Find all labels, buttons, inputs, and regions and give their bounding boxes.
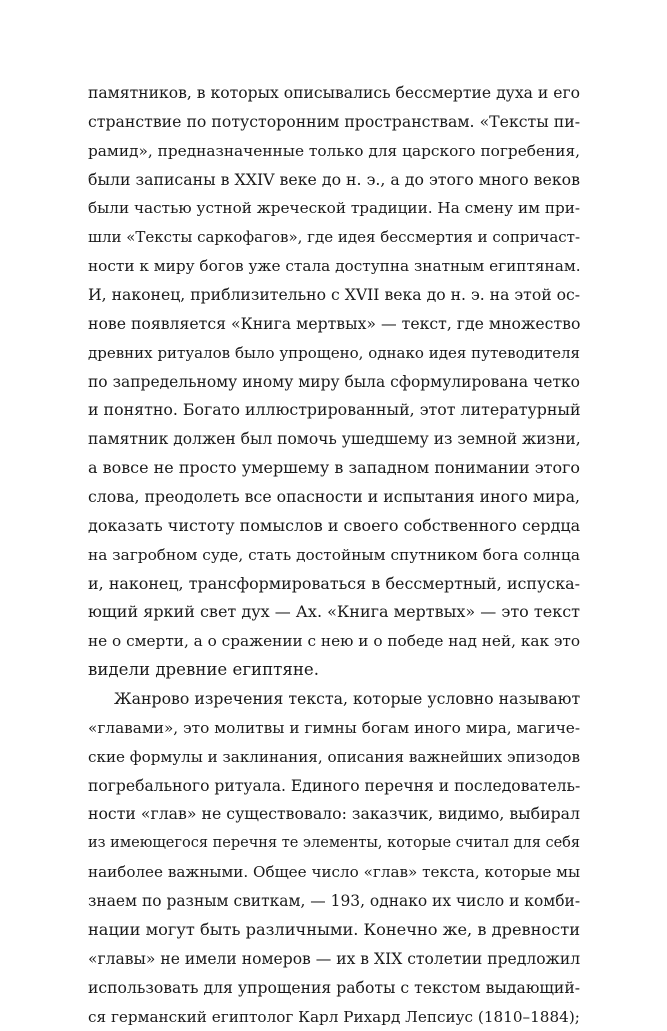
body-text [88, 79, 580, 1031]
text-line: И, наконец, приблизительно с XVII века до н. э. на этой ос- [88, 281, 580, 310]
text-line: ся германский египтолог Карл Рихард Лепсиус (1810–1884); [88, 1003, 580, 1031]
text-line: знаем по разным свиткам, — 193, однако их число и комби- [88, 887, 580, 916]
text-line: и, наконец, трансформироваться в бессмертный, испуска- [88, 570, 580, 599]
text-line: слова, преодолеть все опасности и испытания иного мира, [88, 483, 580, 512]
text-line: нове появляется «Книга мертвых» — текст, где множество [88, 310, 580, 339]
text-line: памятников, в которых описывались бессмертие духа и его [88, 79, 580, 108]
text-line: нации могут быть различными. Конечно же, в древности [88, 916, 580, 945]
text-line: а вовсе не просто умершему в западном понимании этого [88, 454, 580, 483]
text-line: «главами», это молитвы и гимны богам иного мира, магиче- [88, 714, 580, 743]
text-line: доказать чистоту помыслов и своего собственного сердца [88, 512, 580, 541]
text-line: и понятно. Богато иллюстрированный, этот литературный [88, 396, 580, 425]
text-line: использовать для упрощения работы с текстом выдающий- [88, 974, 580, 1003]
text-line: не о смерти, а о сражении с нею и о победе над ней, как это [88, 627, 580, 656]
text-line: Жанрово изречения текста, которые условно называют [88, 685, 580, 714]
text-line: наиболее важными. Общее число «глав» текста, которые мы [88, 858, 580, 887]
text-line: памятник должен был помочь ушедшему из земной жизни, [88, 425, 580, 454]
text-line: ские формулы и заклинания, описания важнейших эпизодов [88, 743, 580, 772]
paragraph [88, 79, 580, 685]
text-line: ности к миру богов уже стала доступна знатным египтянам. [88, 252, 580, 281]
text-line: древних ритуалов было упрощено, однако идея путеводителя [88, 339, 580, 368]
text-line: видели древние египтяне. [88, 656, 580, 685]
text-line: «главы» не имели номеров — их в XIX столетии предложил [88, 945, 580, 974]
text-line: погребального ритуала. Единого перечня и последователь- [88, 772, 580, 801]
text-line: рамид», предназначенные только для царского погребения, [88, 137, 580, 166]
text-line: по запредельному иному миру была сформулирована четко [88, 368, 580, 397]
text-line: были частью устной жреческой традиции. На смену им при- [88, 194, 580, 223]
text-line: из имеющегося перечня те элементы, которые считал для себя [88, 829, 580, 858]
text-line: шли «Тексты саркофагов», где идея бессмертия и сопричаст- [88, 223, 580, 252]
text-line: ющий яркий свет дух — Ах. «Книга мертвых» — это текст [88, 598, 580, 627]
text-line: ности «глав» не существовало: заказчик, видимо, выбирал [88, 800, 580, 829]
paragraph [88, 685, 580, 1031]
text-line: на загробном суде, стать достойным спутником бога солнца [88, 541, 580, 570]
text-line: были записаны в XXIV веке до н. э., а до этого много веков [88, 166, 580, 195]
text-line: странствие по потусторонним пространствам. «Тексты пи- [88, 108, 580, 137]
